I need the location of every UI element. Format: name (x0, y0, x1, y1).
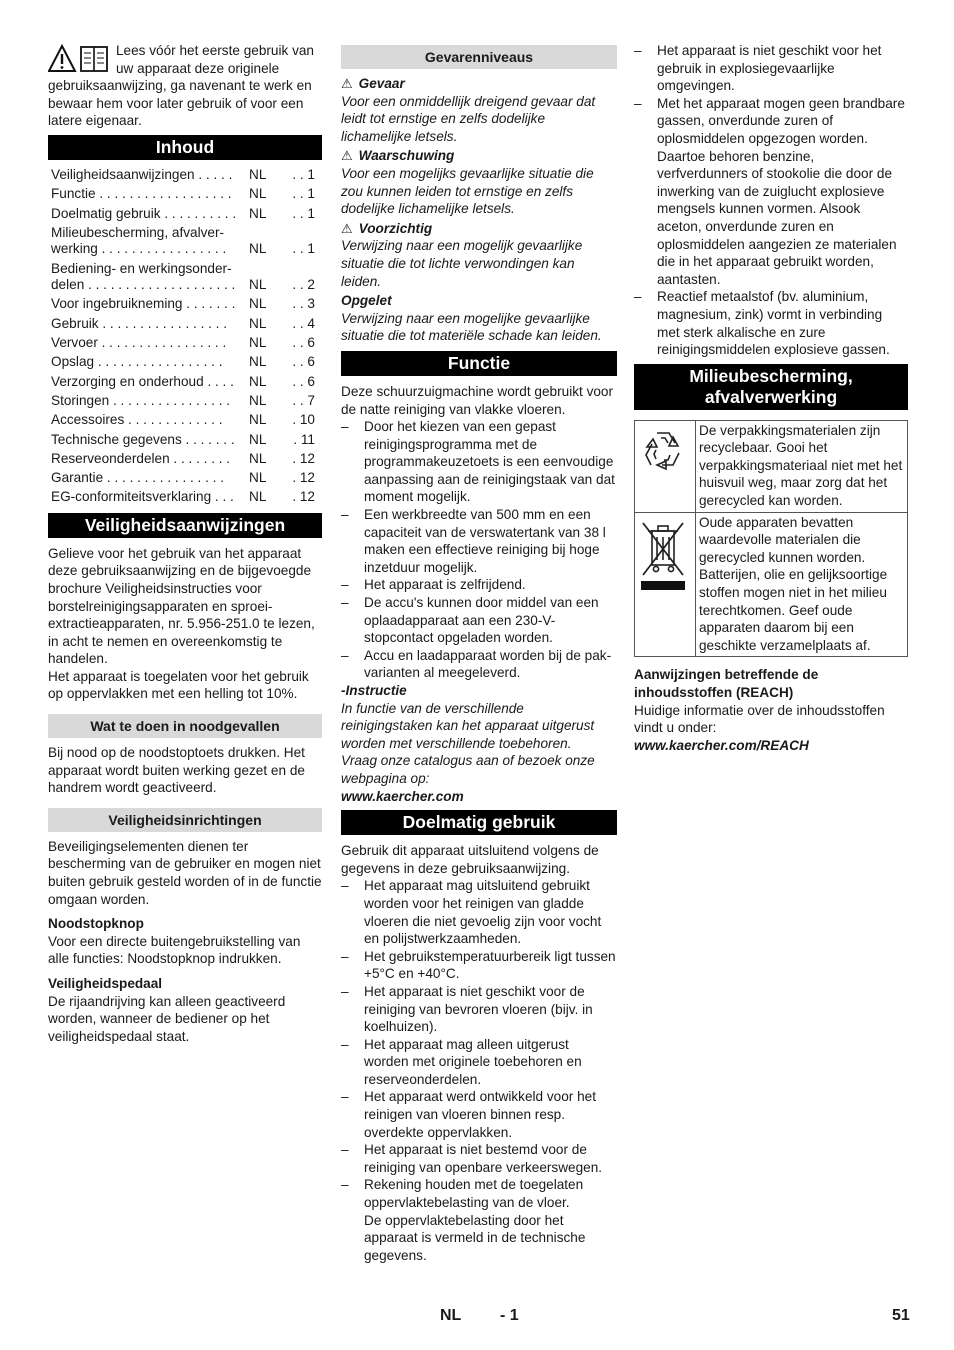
warning-triangle-icon: ⚠ (341, 76, 353, 91)
toc-page: . 12 (292, 470, 315, 486)
list-item: – Reactief metaalstof (bv. aluminium, magnesium, zink) vormt in verbinding met sterk alkalische en zure reinigingsmiddelen explosieve gassen. (634, 288, 908, 358)
toc-row[interactable] (48, 374, 322, 393)
toc-row[interactable] (48, 470, 322, 489)
warning-triangle-icon: ⚠ (341, 148, 353, 164)
list-item: – Het apparaat werd ontwikkeld voor het reinigen van vloeren binnen resp. overdekte oppervlakken. (341, 1088, 617, 1141)
safety-pedal-heading: Veiligheidspedaal (48, 976, 163, 991)
safety-heading: Veiligheidsaanwijzingen (48, 513, 322, 538)
warning-manual-icon (48, 44, 110, 74)
footer-language: NL (440, 1307, 462, 1324)
toc-title: Technische gegevens . . . . . . . (51, 431, 235, 447)
toc-lang: NL (249, 450, 267, 466)
list-item: – Het apparaat mag alleen uitgerust worden met originele toebehoren en reserveonderdelen. (341, 1036, 617, 1089)
list-item: – Het gebruikstemperatuurbereik ligt tussen +5°C en +40°C. (341, 948, 617, 983)
toc-lang: NL (249, 373, 267, 389)
function-list (341, 418, 617, 682)
list-item: – Accu en laadapparaat worden bij de pak-varianten al meegeleverd. (341, 647, 617, 682)
toc-page: . . 7 (292, 392, 315, 408)
toc-title: Storingen . . . . . . . . . . . . . . . . (51, 392, 231, 408)
safety-devices-heading: Veiligheidsinrichtingen (48, 808, 322, 832)
reach-heading: Aanwijzingen betreffende de inhoudsstoffen (REACH) (634, 667, 819, 700)
toc-title: EG-conformiteitsverklaring . . . (51, 489, 234, 505)
toc-lang: NL (249, 241, 267, 257)
toc-row[interactable] (48, 335, 322, 354)
instruction-text: In functie van de verschillende reinigingstaken kan het apparaat uitgerust worden met verschillende toebehoren. (341, 700, 595, 751)
toc-page: . 12 (292, 450, 315, 466)
warning-text: Voor een mogelijks gevaarlijke situatie die zou kunnen leiden tot ernstige en zelfs dodelijke lichamelijke letsels. (341, 165, 594, 217)
reach-text: Huidige informatie over de inhoudsstoffen vindt u onder: (634, 702, 885, 736)
website-link[interactable]: www.kaercher.com (341, 788, 464, 804)
disposal-text: Oude apparaten bevatten waardevolle materialen die gerecycled kunnen worden. Batterijen, olie en gelijksoortige stoffen mogen niet in het milieu terechtkomen. Geef oude apparaten daarom bij een geschikte verzamelplaats af. (696, 512, 908, 657)
toc-lang: NL (249, 335, 267, 351)
notice-label: Opgelet (341, 293, 392, 309)
toc-lang: NL (249, 166, 267, 182)
disposal-row (635, 512, 908, 657)
toc-lang: NL (249, 205, 267, 221)
toc-page: . . 6 (292, 335, 315, 351)
toc-title: Opslag . . . . . . . . . . . . . . . . . (51, 354, 223, 370)
toc-lang: NL (249, 412, 267, 428)
toc-row[interactable] (48, 225, 322, 261)
toc-title: Vervoer . . . . . . . . . . . . . . . . . (51, 335, 227, 351)
environment-table (634, 420, 908, 658)
toc-page: . 12 (292, 489, 315, 505)
caution-label: ⚠ Voorzichtig (341, 220, 433, 236)
recycling-row (635, 420, 908, 512)
environment-heading: Milieubescherming, afvalverwerking (634, 364, 908, 410)
intended-use-list (341, 877, 617, 1264)
toc-heading: Inhoud (48, 135, 322, 160)
toc-page: . . 6 (292, 354, 315, 370)
toc-page: . . 1 (292, 205, 315, 221)
toc-page: . 11 (293, 431, 315, 447)
toc-row[interactable] (48, 393, 322, 412)
hazard-levels-heading: Gevarenniveaus (341, 45, 617, 69)
table-of-contents (48, 167, 322, 509)
list-item: – Het apparaat mag uitsluitend gebruikt worden voor het reinigen van gladde vloeren die niet gevoelig zijn voor vocht en polijstwerkzaamheden. (341, 877, 617, 947)
toc-title: Voor ingebruikneming . . . . . . . (51, 296, 236, 312)
toc-title: Doelmatig gebruik . . . . . . . . . . (51, 205, 237, 221)
emergency-text: Bij nood op de noodstoptoets drukken. Het apparaat wordt buiten werking gezet en de handrem wordt geactiveerd. (48, 745, 305, 796)
footer-subpage: - 1 (500, 1307, 519, 1324)
instruction-label: -Instructie (341, 683, 407, 698)
caution-text: Verwijzing naar een mogelijk gevaarlijke situatie die tot lichte verwondingen kan leiden. (341, 238, 583, 289)
toc-title: Veiligheidsaanwijzingen . . . . . (51, 166, 233, 182)
toc-title: Functie . . . . . . . . . . . . . . . . . . (51, 186, 232, 202)
danger-text: Voor een onmiddellijk dreigend gevaar dat leidt tot ernstige en zelfs dodelijke lichamelijke letsels. (341, 93, 596, 144)
toc-lang: NL (249, 489, 267, 505)
toc-page: . 10 (292, 412, 315, 428)
toc-title: Garantie . . . . . . . . . . . . . . . . (51, 470, 224, 486)
toc-page: . . 2 (292, 277, 315, 293)
surface-load-note: De oppervlaktebelasting door het apparaat is vermeld in de technische gegevens. (364, 1212, 586, 1263)
toc-row[interactable] (48, 261, 322, 297)
intro-block (48, 42, 322, 130)
toc-lang: NL (249, 315, 267, 331)
reach-link[interactable]: www.kaercher.com/REACH (634, 737, 809, 753)
toc-lang: NL (249, 186, 267, 202)
safety-text-2: Het apparaat is toegelaten voor het gebruik op oppervlakken met een helling tot 10%. (48, 668, 309, 702)
list-item: – De accu's kunnen door middel van een oplaadapparaat aan een 230-V-stopcontact opgeladen worden. (341, 594, 617, 647)
toc-page: . . 1 (292, 186, 315, 202)
toc-row[interactable] (48, 167, 322, 186)
toc-title: Gebruik . . . . . . . . . . . . . . . . . (51, 315, 228, 331)
toc-row[interactable] (48, 489, 322, 508)
column-middle (341, 42, 617, 1264)
danger-label: ⚠ Gevaar (341, 76, 405, 91)
list-item: – Het apparaat is niet geschikt voor de reiniging van bevroren vloeren (bijv. in koelhuizen). (341, 983, 617, 1036)
toc-row[interactable] (48, 296, 322, 315)
toc-row[interactable] (48, 412, 322, 431)
notice-text: Verwijzing naar een mogelijke gevaarlijke situatie die tot materiële schade kan leiden. (341, 310, 602, 344)
function-heading: Functie (341, 351, 617, 376)
intended-use-list-continued (634, 42, 908, 359)
toc-page: . . 3 (292, 296, 315, 312)
catalog-text: Vraag onze catalogus aan of bezoek onze webpagina op: (341, 753, 595, 786)
emergency-heading: Wat te doen in noodgevallen (48, 714, 322, 738)
toc-title: Reserveonderdelen . . . . . . . . (51, 450, 231, 466)
toc-title: Milieubescherming, afvalver- werking . . . . . . . . . . . . . . . . . (51, 224, 227, 257)
safety-pedal-text: De rijaandrijving kan alleen geactiveerd worden, wanneer de bediener op het veiligheidspedaal staat. (48, 993, 286, 1044)
list-item: – Rekening houden met de toegelaten oppervlaktebelasting van de vloer. De oppervlaktebelasting door het apparaat is vermeld in de technische gegevens. (341, 1176, 617, 1264)
toc-page: . . 6 (292, 373, 315, 389)
toc-row[interactable] (48, 316, 322, 335)
safety-text-1: Gelieve voor het gebruik van het apparaat deze gebruiksaanwijzing en de bijgevoegde brochure Veiligheidsinstructies voor borstelreinigingsapparaten en sproei-extractieapparaten, nr. 5.956-251.0 te lezen, in acht te nemen en overeenkomstig te handelen. (48, 545, 315, 667)
toc-page: . . 4 (292, 315, 315, 331)
crossed-bin-icon (637, 517, 689, 593)
emergency-stop-text: Voor een directe buitengebruikstelling van alle functies: Noodstopknop indrukken. (48, 933, 301, 967)
function-intro: Deze schuurzuigmachine wordt gebruikt voor de natte reiniging van vlakke vloeren. (341, 383, 614, 417)
column-left (48, 42, 322, 1045)
column-right (634, 42, 908, 754)
toc-page: . . 1 (292, 241, 315, 257)
toc-title: Bediening- en werkingsonder- delen . . . . . . . . . . . . . . . . . . . . (51, 260, 236, 293)
toc-row[interactable] (48, 432, 322, 451)
emergency-stop-heading: Noodstopknop (48, 916, 144, 932)
recycling-icon (637, 425, 689, 477)
toc-row[interactable] (48, 451, 322, 470)
list-item: – Het apparaat is zelfrijdend. (341, 576, 617, 594)
safety-devices-text: Beveiligingselementen dienen ter bescherming van de gebruiker en mogen niet buiten gebruik gesteld worden of in de functie omgaan worden. (48, 838, 322, 907)
list-item: – Het apparaat is niet geschikt voor het gebruik in explosiegevaarlijke omgevingen. (634, 42, 908, 95)
intended-use-intro: Gebruik dit apparaat uitsluitend volgens de gegevens in deze gebruiksaanwijzing. (341, 843, 599, 876)
page-number: 51 (892, 1307, 910, 1324)
toc-row[interactable] (48, 354, 322, 373)
recycling-text: De verpakkingsmaterialen zijn recyclebaar. Gooi het verpakkingsmateriaal niet met het huisvuil weg, maar zorg dat het gerecycled kan worden. (696, 420, 908, 512)
toc-lang: NL (249, 431, 267, 447)
toc-row[interactable] (48, 186, 322, 205)
intended-use-heading: Doelmatig gebruik (341, 810, 617, 835)
toc-lang: NL (249, 277, 267, 293)
toc-title: Accessoires . . . . . . . . . . . . . (51, 412, 223, 428)
toc-page: . . 1 (292, 166, 315, 182)
intro-text: Lees vóór het eerste gebruik van uw apparaat deze originele gebruiksaanwijzing, ga navenant te werk en bewaar hem voor later gebruik of voor een latere eigenaar. (48, 43, 314, 129)
list-item: – Het apparaat is niet bestemd voor de reiniging van openbare verkeerswegen. (341, 1141, 617, 1176)
toc-lang: NL (249, 470, 267, 486)
warning-triangle-icon: ⚠ (341, 220, 353, 236)
list-item: – Een werkbreedte van 500 mm en een capaciteit van de verswatertank van 38 l maken een effectieve reiniging bij hoge inzetduur mogelijk. (341, 506, 617, 576)
toc-lang: NL (249, 296, 267, 312)
list-item: – Door het kiezen van een gepast reinigingsprogramma met de programmakeuzetoets is een eenvoudige aanpassing aan de reinigingstaak van dat moment mogelijk. (341, 418, 617, 506)
toc-title: Verzorging en onderhoud . . . . (51, 373, 234, 389)
warning-label: ⚠ Waarschuwing (341, 148, 455, 164)
toc-lang: NL (249, 354, 267, 370)
list-item: – Met het apparaat mogen geen brandbare gassen, onverdunde zuren of oplosmiddelen opgezogen worden. Daartoe behoren benzine, verfverdunners of stookolie die door de inwerking van de zuiglucht explosieve mengsels kunnen vormen. Alsook aceton, onverdunde zuren en oplosmiddelen aangezien ze materialen die in het apparaat gebruikt worden, aantasten. (634, 95, 908, 289)
toc-lang: NL (249, 392, 267, 408)
toc-row[interactable] (48, 206, 322, 225)
